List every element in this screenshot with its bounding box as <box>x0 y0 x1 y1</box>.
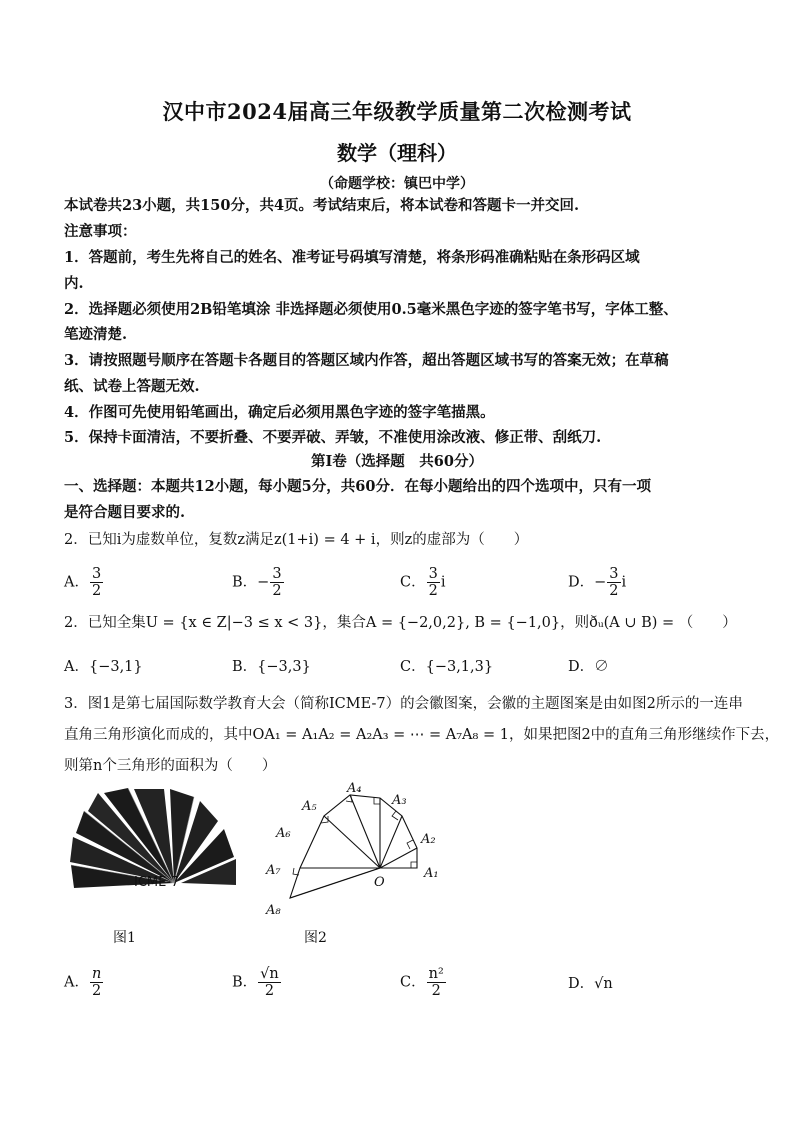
q2-option-a[interactable]: A．{−3,1} <box>64 659 143 675</box>
point-label: A₈ <box>266 903 281 918</box>
note-line: 2．选择题必须使用2B铅笔填涂 非选择题必须使用0.5毫米黑色字迹的签字笔书写，字体工整、 <box>64 301 678 318</box>
q3-option-c[interactable]: C． $\frac{\text{n²}}{2}$ <box>400 966 444 999</box>
q2-option-c[interactable]: C．{−3,1,3} <box>400 659 494 675</box>
section-title: 第Ⅰ卷（选择题 共60分） <box>311 453 483 470</box>
intro-text: 本试卷共23小题，共150分，共4页。考试结束后，将本试卷和答题卡一并交回. <box>64 197 580 214</box>
question-3-line: 直角三角形演化而成的，其中OA₁ = A₁A₂ = A₂A₃ = ⋯ = A₇A₈ = 1，如果把图2中的直角三角形继续作下去， <box>64 727 780 743</box>
note-line: 3．请按照题号顺序在答题卡各题目的答题区域内作答，超出答题区域书写的答案无效；在草稿 <box>64 352 669 369</box>
q2-option-d[interactable]: D．∅ <box>568 659 609 675</box>
q3-option-a[interactable]: A． $\frac{n}{2}$ <box>64 966 102 999</box>
q1-option-d[interactable]: D．− $\frac{3}{2}$ i <box>568 566 627 599</box>
q1-option-a[interactable]: A． $\frac{3}{2}$ <box>64 566 102 599</box>
fraction: $\frac{n}{2}$ <box>91 966 102 999</box>
q3-option-d[interactable]: D．√n <box>568 976 613 992</box>
note-line: 笔迹清楚. <box>64 326 128 343</box>
figure-1-caption: 图1 <box>113 930 136 946</box>
fraction: $\frac{3}{2}$ <box>272 566 282 599</box>
point-label: A₆ <box>276 826 291 841</box>
q1-option-c[interactable]: C． $\frac{3}{2}$ i <box>400 566 446 599</box>
exam-title: 汉中市2024届高三年级教学质量第二次检测考试 <box>162 99 632 124</box>
section-desc: 是符合题目要求的. <box>64 504 186 521</box>
right-triangle-spiral-diagram <box>262 780 452 920</box>
section-desc: 一、选择题：本题共12小题，每小题5分，共60分．在每小题给出的四个选项中，只有一项 <box>64 478 651 495</box>
figure-2-caption: 图2 <box>304 930 327 946</box>
question-1-text: 2．已知i为虚数单位，复数z满足z(1+i) = 4 + i，则z的虚部为（ ） <box>64 532 529 548</box>
q2-option-b[interactable]: B．{−3,3} <box>232 659 311 675</box>
question-3-line: 则第n个三角形的面积为（ ） <box>64 758 277 774</box>
fraction: $\frac{3}{2}$ <box>609 566 619 599</box>
note-line: 4．作图可先使用铅笔画出，确定后必须用黑色字迹的签字笔描黑。 <box>64 404 495 421</box>
q1-option-b[interactable]: B．− $\frac{3}{2}$ <box>232 566 282 599</box>
fraction: $\frac{√n}{2}$ <box>260 966 279 999</box>
point-label: O <box>374 875 385 890</box>
exam-school: （命题学校：镇巴中学） <box>320 176 474 192</box>
note-line: 内. <box>64 275 84 292</box>
point-label: A₇ <box>266 863 281 878</box>
fraction: $\frac{3}{2}$ <box>428 566 438 599</box>
point-label: A₂ <box>421 832 436 847</box>
note-line: 5．保持卡面清洁，不要折叠、不要弄破、弄皱，不准使用涂改液、修正带、刮纸刀. <box>64 429 602 446</box>
question-3-line: 3．图1是第七届国际数学教育大会（简称ICME-7）的会徽图案，会徽的主题图案是由如图2所示的一连串 <box>64 696 743 712</box>
note-line: 1．答题前，考生先将自己的姓名、准考证号码填写清楚，将条形码准确粘贴在条形码区域 <box>64 249 640 266</box>
question-2-text: 2．已知全集U = {x ∈ Z|−3 ≤ x < 3}，集合A = {−2,0,2}, B = {−1,0}，则ðᵤ(A ∪ B) = （ ） <box>64 615 737 631</box>
logo-text: ICME-7 <box>134 875 180 890</box>
exam-subject: 数学（理科） <box>337 141 457 165</box>
q3-option-b[interactable]: B． $\frac{√n}{2}$ <box>232 966 279 999</box>
note-line: 纸、试卷上答题无效. <box>64 378 200 395</box>
fraction: $\frac{3}{2}$ <box>91 566 102 599</box>
notes-title: 注意事项： <box>64 223 137 240</box>
point-label: A₅ <box>302 799 317 814</box>
point-label: A₄ <box>347 781 362 796</box>
fraction: $\frac{\text{n²}}{2}$ <box>428 966 444 999</box>
point-label: A₁ <box>424 866 439 881</box>
point-label: A₃ <box>392 793 407 808</box>
